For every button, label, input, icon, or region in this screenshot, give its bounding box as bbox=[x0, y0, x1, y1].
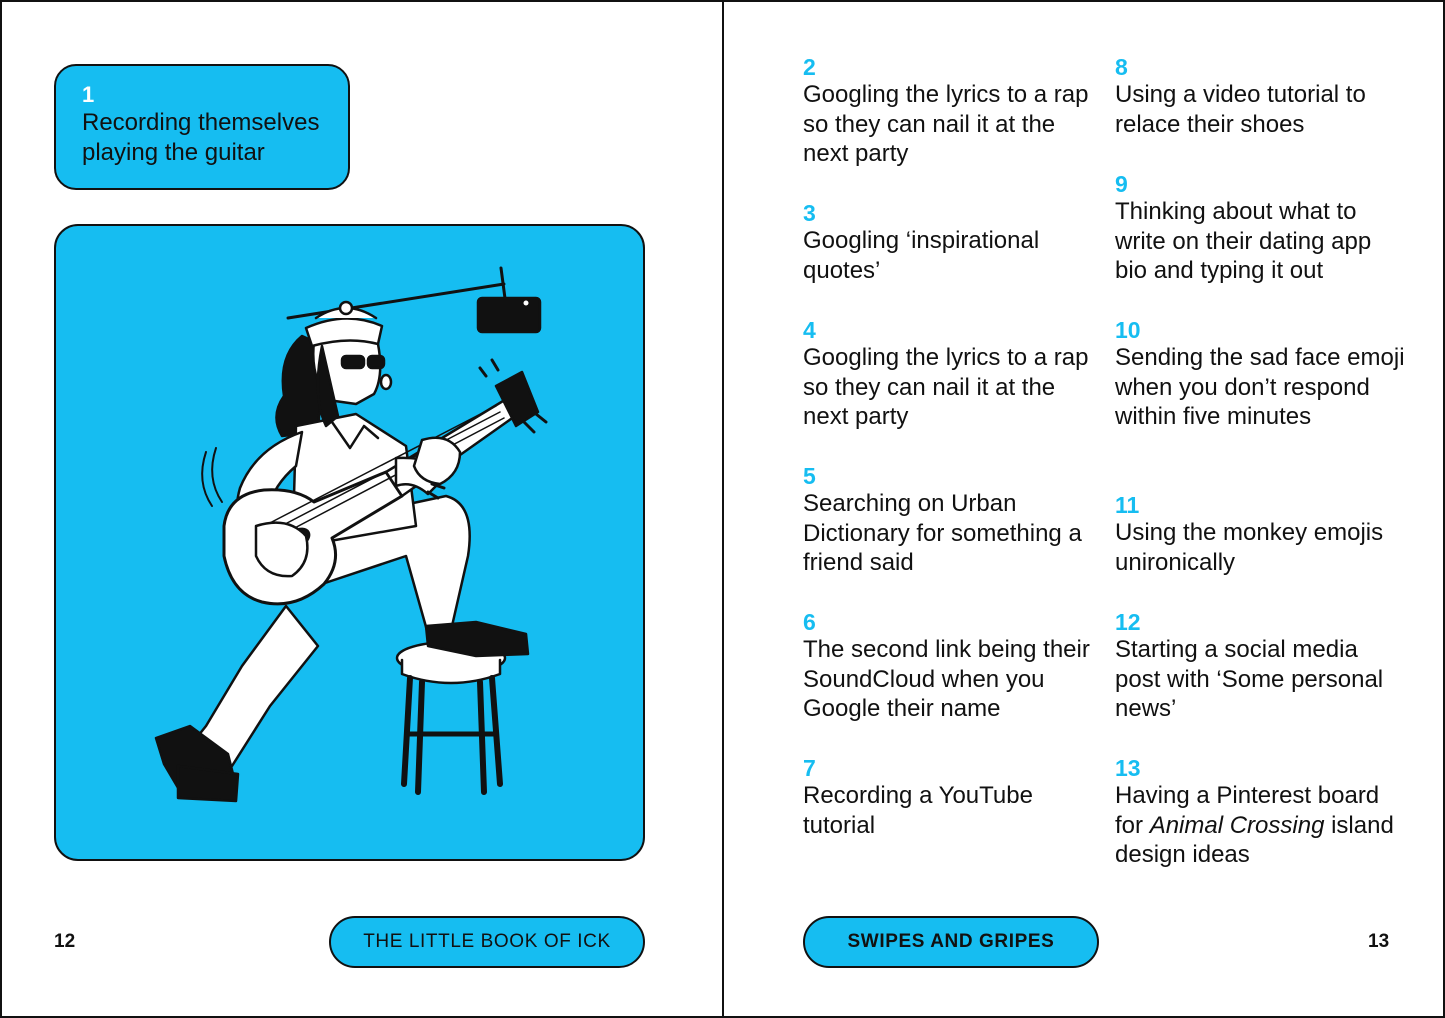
item-text: Thinking about what to write on their dating app bio and typing it out bbox=[1115, 198, 1372, 284]
item-number: 1 bbox=[82, 82, 95, 107]
page-number: 13 bbox=[1368, 931, 1390, 952]
item-text: Googling the lyrics to a rap so they can nail it at the next party bbox=[803, 81, 1089, 167]
list-item bbox=[803, 755, 1093, 840]
item-number: 5 bbox=[803, 463, 816, 489]
list-item bbox=[803, 317, 1093, 432]
running-title: THE LITTLE BOOK OF ICK bbox=[363, 931, 611, 952]
running-title-badge bbox=[329, 916, 645, 968]
item-text: Sending the sad face emoji when you don’t respond within five minutes bbox=[1115, 344, 1405, 430]
list-item bbox=[803, 200, 1093, 285]
item-number: 8 bbox=[1115, 54, 1128, 80]
item-text: Googling ‘inspirational quotes’ bbox=[803, 227, 1040, 284]
item-text-end: island design ideas bbox=[1115, 811, 1394, 868]
list-item bbox=[1115, 492, 1405, 577]
section-title: SWIPES AND GRIPES bbox=[847, 931, 1055, 952]
item-text: Searching on Urban Dictionary for something a friend said bbox=[803, 490, 1082, 576]
item-number: 2 bbox=[803, 54, 816, 80]
item-text: Using a video tutorial to relace their shoes bbox=[1115, 81, 1366, 138]
item-text: Starting a social media post with ‘Some personal news’ bbox=[1115, 636, 1384, 722]
item-number: 9 bbox=[1115, 171, 1128, 197]
item-number: 7 bbox=[803, 755, 816, 781]
item-number: 13 bbox=[1115, 755, 1141, 781]
page-number: 12 bbox=[54, 931, 76, 952]
item-number: 11 bbox=[1115, 492, 1140, 518]
list-item bbox=[1115, 171, 1405, 286]
item-text bbox=[1115, 781, 1405, 870]
item-number: 6 bbox=[803, 609, 816, 635]
item-text-start: Having a Pinterest board for bbox=[1115, 782, 1380, 839]
list-item bbox=[1115, 317, 1405, 432]
item-number: 3 bbox=[803, 200, 816, 226]
item-number: 12 bbox=[1115, 609, 1141, 635]
list-item bbox=[1115, 609, 1405, 724]
page-gutter bbox=[722, 2, 724, 1016]
list-item bbox=[803, 463, 1093, 578]
list-item bbox=[1115, 755, 1405, 870]
item-card-1 bbox=[54, 64, 350, 190]
item-text: Googling the lyrics to a rap so they can nail it at the next party bbox=[803, 344, 1089, 430]
item-number: 4 bbox=[803, 317, 816, 343]
item-text: Using the monkey emojis unironically bbox=[1115, 519, 1384, 576]
item-number: 10 bbox=[1115, 317, 1141, 343]
item-text: Recording themselves playing the guitar bbox=[82, 109, 320, 166]
list-item bbox=[803, 54, 1093, 169]
list-item bbox=[1115, 54, 1405, 139]
item-text: Recording a YouTube tutorial bbox=[803, 782, 1033, 839]
list-item bbox=[803, 609, 1093, 724]
item-text: The second link being their SoundCloud when you Google their name bbox=[803, 636, 1090, 722]
section-title-badge bbox=[803, 916, 1099, 968]
guitarist-illustration bbox=[54, 224, 645, 861]
item-text-title: Animal Crossing bbox=[1149, 811, 1325, 839]
